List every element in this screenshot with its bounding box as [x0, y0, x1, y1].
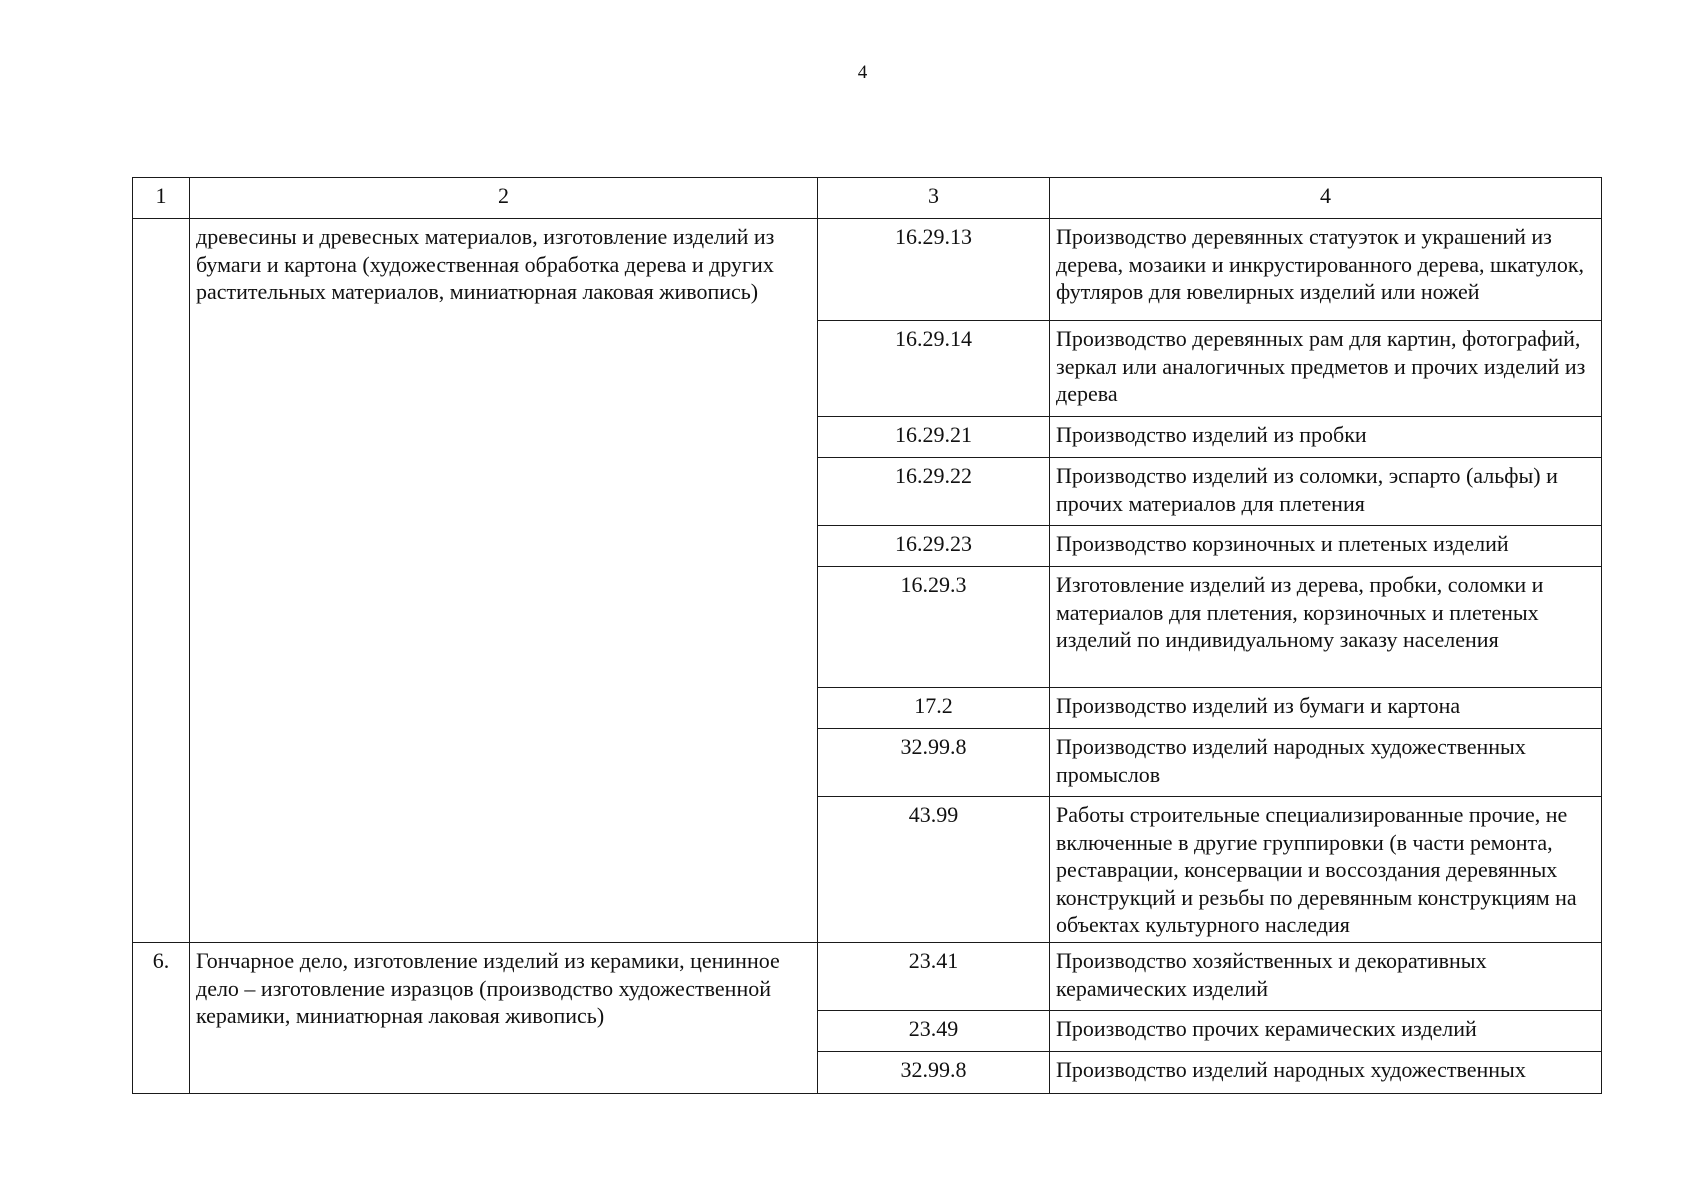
okved-code-cell: 16.29.21	[818, 417, 1050, 458]
okved-code-cell: 17.2	[818, 688, 1050, 729]
okved-code-cell: 16.29.22	[818, 458, 1050, 526]
column-header-1: 1	[133, 178, 190, 219]
okved-description-cell: Производство деревянных рам для картин, фотографий, зеркал или аналогичных предметов и прочих изделий из дерева	[1050, 321, 1602, 417]
row-number-cell	[133, 219, 190, 943]
okved-code-cell: 23.49	[818, 1011, 1050, 1052]
okved-description-cell: Работы строительные специализированные прочие, не включенные в другие группировки (в части ремонта, реставрации, консервации и воссоздания деревянных конструкций и резьбы по деревянным конструкциям на объектах культурного наследия	[1050, 797, 1602, 943]
okved-description-cell: Изготовление изделий из дерева, пробки, соломки и материалов для плетения, корзиночных и плетеных изделий по индивидуальному заказу населения	[1050, 567, 1602, 688]
okved-description-cell: Производство изделий из соломки, эспарто (альфы) и прочих материалов для плетения	[1050, 458, 1602, 526]
table-header-row	[133, 178, 1602, 219]
okved-description-cell: Производство деревянных статуэток и украшений из дерева, мозаики и инкрустированного дерева, шкатулок, футляров для ювелирных изделий или ножей	[1050, 219, 1602, 321]
okved-code-cell: 32.99.8	[818, 1052, 1050, 1094]
okved-description-cell: Производство корзиночных и плетеных изделий	[1050, 526, 1602, 567]
okved-code-cell: 16.29.13	[818, 219, 1050, 321]
okved-code-cell: 16.29.3	[818, 567, 1050, 688]
okved-code-cell: 43.99	[818, 797, 1050, 943]
column-header-2: 2	[190, 178, 818, 219]
okved-code-cell: 23.41	[818, 943, 1050, 1011]
okved-code-cell: 16.29.23	[818, 526, 1050, 567]
activity-codes-table	[132, 177, 1602, 1094]
activity-description-cell: древесины и древесных материалов, изготовление изделий из бумаги и картона (художественная обработка дерева и других растительных материалов, миниатюрная лаковая живопись)	[190, 219, 818, 943]
page-number: 4	[857, 62, 868, 83]
table-row	[133, 943, 1602, 1011]
okved-description-cell: Производство изделий народных художественных	[1050, 1052, 1602, 1094]
okved-description-cell: Производство изделий народных художественных промыслов	[1050, 729, 1602, 797]
okved-description-cell: Производство хозяйственных и декоративных керамических изделий	[1050, 943, 1602, 1011]
okved-description-cell: Производство изделий из бумаги и картона	[1050, 688, 1602, 729]
okved-description-cell: Производство изделий из пробки	[1050, 417, 1602, 458]
row-number-cell: 6.	[133, 943, 190, 1094]
column-header-4: 4	[1050, 178, 1602, 219]
table-row	[133, 219, 1602, 321]
activity-description-cell: Гончарное дело, изготовление изделий из керамики, ценинное дело – изготовление изразцов (производство художественной керамики, миниатюрная лаковая живопись)	[190, 943, 818, 1094]
okved-code-cell: 16.29.14	[818, 321, 1050, 417]
column-header-3: 3	[818, 178, 1050, 219]
okved-description-cell: Производство прочих керамических изделий	[1050, 1011, 1602, 1052]
okved-code-cell: 32.99.8	[818, 729, 1050, 797]
